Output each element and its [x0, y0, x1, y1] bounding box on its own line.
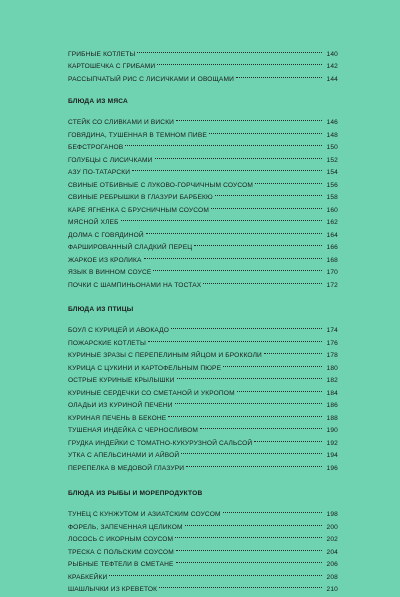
entry-page-number: 208: [326, 573, 338, 581]
toc-entry[interactable]: [68, 504, 338, 517]
leader-dots: [175, 529, 322, 542]
entry-title: СВИНЫЕ ОТБИВНЫЕ С ЛУКОВО-ГОРЧИЧНЫМ СОУСОМ: [68, 181, 254, 189]
entry-title: ПОЧКИ С ШАМПИНЬОНАМИ НА ТОСТАХ: [68, 281, 202, 289]
entry-title: ФОРЕЛЬ, ЗАПЕЧЕННАЯ ЦЕЛИКОМ: [68, 523, 183, 531]
leader-dots: [255, 174, 322, 187]
entry-title: ТУШЕНАЯ ИНДЕЙКА С ЧЕРНОСЛИВОМ: [68, 427, 199, 434]
toc-entry[interactable]: [68, 43, 338, 56]
entry-page-number: 150: [326, 144, 338, 151]
entry-title: КРАБКЕЙКИ: [68, 573, 108, 581]
toc-entry[interactable]: [68, 320, 338, 333]
leader-dots: [146, 224, 322, 237]
leader-dots: [171, 320, 322, 333]
entry-page-number: 180: [326, 364, 338, 372]
toc-list-meat: [68, 112, 338, 287]
entry-title: ГОЛУБЦЫ С ЛИСИЧКАМИ: [68, 156, 153, 164]
entry-page-number: 156: [326, 181, 338, 189]
toc-entry[interactable]: [68, 566, 338, 579]
entry-title: МЯСНОЙ ХЛЕБ: [68, 219, 119, 226]
leader-dots: [144, 249, 322, 262]
leader-dots: [194, 237, 322, 250]
entry-page-number: 174: [326, 327, 338, 334]
entry-title: БОУЛ С КУРИЦЕЙ И АВОКАДО: [68, 327, 169, 334]
entry-title: ОЛАДЬИ ИЗ КУРИНОЙ ПЕЧЕНИ: [68, 402, 173, 409]
leader-dots: [186, 457, 322, 470]
entry-page-number: 164: [326, 231, 338, 239]
entry-page-number: 152: [326, 156, 338, 164]
entry-title: СТЕЙК СО СЛИВКАМИ И ВИСКИ: [68, 119, 175, 126]
leader-dots: [153, 262, 322, 275]
entry-title: КУРИНЫЕ СЕРДЕЧКИ СО СМЕТАНОЙ И УКРОПОМ: [68, 389, 235, 397]
entry-page-number: 158: [326, 194, 338, 201]
leader-dots: [155, 149, 322, 162]
leader-dots: [176, 112, 322, 125]
leader-dots: [176, 554, 322, 567]
leader-dots: [203, 274, 322, 287]
entry-page-number: 182: [326, 377, 338, 384]
entry-page-number: 210: [326, 586, 338, 593]
toc-entry[interactable]: [68, 112, 338, 125]
entry-page-number: 178: [326, 352, 338, 359]
entry-title: ТРЕСКА С ПОЛЬСКИМ СОУСОМ: [68, 548, 174, 556]
entry-page-number: 206: [326, 561, 338, 568]
toc-section-meat: [68, 98, 338, 287]
leader-dots: [137, 43, 322, 56]
leader-dots: [176, 541, 322, 554]
entry-title: ФАРШИРОВАННЫЙ СЛАДКИЙ ПЕРЕЦ: [68, 244, 193, 251]
entry-title: ЯЗЫК В ВИННОМ СОУСЕ: [68, 269, 152, 276]
entry-page-number: 192: [326, 439, 338, 447]
entry-title: ПОЖАРСКИЕ КОТЛЕТЫ: [68, 339, 147, 347]
leader-dots: [236, 68, 322, 81]
leader-dots: [177, 370, 322, 383]
entry-title: БЕФСТРОГАНОВ: [68, 144, 124, 151]
leader-dots: [121, 212, 322, 225]
entry-title: КУРИНЫЕ ЗРАЗЫ С ПЕРЕПЕЛИНЫМ ЯЙЦОМ И БРОККОЛИ: [68, 352, 262, 359]
entry-page-number: 168: [326, 256, 338, 264]
leader-dots: [264, 345, 322, 358]
entry-page-number: 184: [326, 389, 338, 397]
leader-dots: [168, 407, 322, 420]
entry-page-number: 142: [326, 63, 338, 70]
leader-dots: [181, 445, 322, 458]
toc-list-fish: [68, 504, 338, 592]
entry-page-number: 140: [326, 50, 338, 58]
leader-dots: [109, 566, 322, 579]
entry-page-number: 148: [326, 131, 338, 139]
entry-title: ЖАРКОЕ ИЗ КРОЛИКА: [68, 256, 142, 264]
entry-title: РЫБНЫЕ ТЕФТЕЛИ В СМЕТАНЕ: [68, 561, 174, 568]
entry-title: КАРТОШЕЧКА С ГРИБАМИ: [68, 63, 156, 70]
entry-page-number: 202: [326, 536, 338, 543]
entry-title: КУРИЦА С ЦУКИНИ И КАРТОФЕЛЬНЫМ ПЮРЕ: [68, 364, 222, 372]
section-heading: БЛЮДА ИЗ ПТИЦЫ: [68, 305, 134, 313]
entry-page-number: 176: [326, 339, 338, 347]
entry-title: ДОЛМА С ГОВЯДИНОЙ: [68, 231, 144, 239]
leader-dots: [223, 357, 322, 370]
entry-page-number: 146: [326, 119, 338, 126]
leader-dots: [254, 432, 322, 445]
entry-title: СВИНЫЕ РЕБРЫШКИ В ГЛАЗУРИ БАРБЕКЮ: [68, 194, 213, 201]
entry-title: ГОВЯДИНА, ТУШЕННАЯ В ТЕМНОМ ПИВЕ: [68, 131, 207, 139]
entry-title: ШАШЛЫЧКИ ИЗ КРЕВЕТОК: [68, 586, 158, 593]
leader-dots: [159, 579, 322, 592]
entry-page-number: 160: [326, 206, 338, 214]
section-heading: БЛЮДА ИЗ РЫБЫ И МОРЕПРОДУКТОВ: [68, 489, 203, 497]
entry-page-number: 198: [326, 511, 338, 518]
entry-title: ОСТРЫЕ КУРИНЫЕ КРЫЛЫШКИ: [68, 377, 175, 384]
toc-section-continued: [68, 43, 338, 81]
entry-page-number: 144: [326, 75, 338, 83]
toc-section-poultry: [68, 306, 338, 470]
leader-dots: [175, 395, 322, 408]
entry-page-number: 170: [326, 269, 338, 276]
section-heading: БЛЮДА ИЗ МЯСА: [68, 97, 129, 105]
entry-page-number: 154: [326, 169, 338, 176]
leader-dots: [209, 124, 322, 137]
entry-title: ЛОСОСЬ С ИКОРНЫМ СОУСОМ: [68, 536, 174, 543]
leader-dots: [148, 332, 322, 345]
entry-page-number: 162: [326, 219, 338, 226]
entry-title: УТКА С АПЕЛЬСИНАМИ И АЙВОЙ: [68, 452, 180, 459]
leader-dots: [211, 199, 322, 212]
toc-list-continued: [68, 43, 338, 81]
leader-dots: [125, 137, 322, 150]
leader-dots: [185, 516, 322, 529]
entry-title: РАССЫПЧАТЫЙ РИС С ЛИСИЧКАМИ И ОВОЩАМИ: [68, 75, 234, 83]
toc-list-poultry: [68, 320, 338, 470]
leader-dots: [237, 382, 322, 395]
entry-title: ГРИБНЫЕ КОТЛЕТЫ: [68, 50, 136, 58]
entry-page-number: 190: [326, 427, 338, 434]
entry-page-number: 196: [326, 464, 338, 472]
leader-dots: [223, 504, 322, 517]
entry-page-number: 204: [326, 548, 338, 556]
leader-dots: [132, 162, 322, 175]
entry-page-number: 172: [326, 281, 338, 289]
entry-page-number: 200: [326, 523, 338, 531]
entry-title: ТУНЕЦ С КУНЖУТОМ И АЗИАТСКИМ СОУСОМ: [68, 511, 221, 518]
entry-page-number: 194: [326, 452, 338, 459]
entry-title: КАРЕ ЯГНЕНКА С БРУСНИЧНЫМ СОУСОМ: [68, 206, 209, 214]
entry-page-number: 188: [326, 414, 338, 422]
entry-title: КУРИНАЯ ПЕЧЕНЬ В БЕКОНЕ: [68, 414, 167, 422]
entry-title: АЗУ ПО-ТАТАРСКИ: [68, 169, 131, 176]
entry-title: ПЕРЕПЕЛКА В МЕДОВОЙ ГЛАЗУРИ: [68, 464, 185, 472]
leader-dots: [157, 56, 322, 69]
entry-title: ГРУДКА ИНДЕЙКИ С ТОМАТНО-КУКУРУЗНОЙ САЛЬСОЙ: [68, 439, 253, 447]
entry-page-number: 186: [326, 402, 338, 409]
toc-section-fish: [68, 490, 338, 592]
leader-dots: [215, 187, 322, 200]
entry-page-number: 166: [326, 244, 338, 251]
leader-dots: [200, 420, 322, 433]
toc-entry[interactable]: [68, 579, 338, 592]
